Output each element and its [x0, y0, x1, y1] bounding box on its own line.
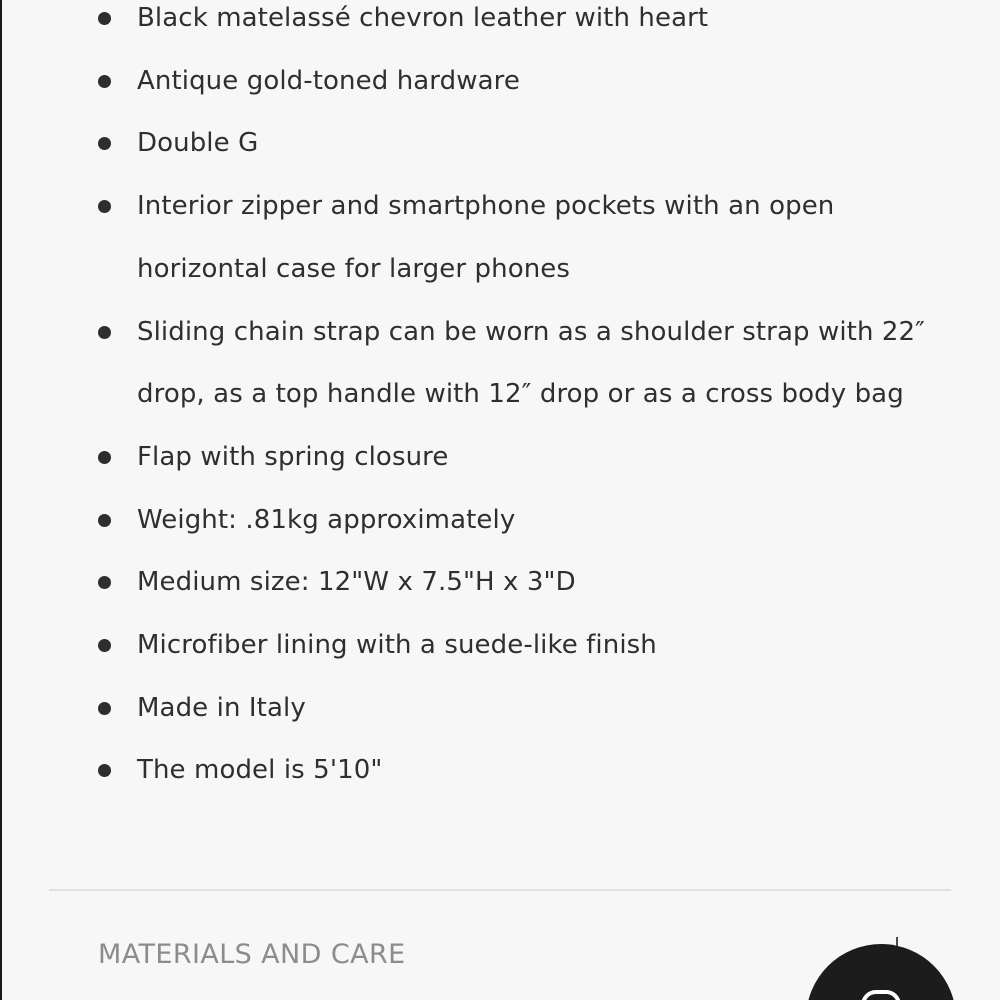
materials-and-care-title: MATERIALS AND CARE — [98, 939, 406, 970]
chat-icon — [861, 990, 901, 1000]
feature-text: Medium size: 12"W x 7.5"H x 3"D — [137, 567, 576, 598]
feature-text: Flap with spring closure — [137, 441, 449, 472]
bullet-icon — [98, 576, 111, 589]
feature-text: Antique gold-toned hardware — [137, 65, 520, 96]
bullet-icon — [98, 326, 111, 339]
materials-and-care-accordion[interactable] — [49, 925, 951, 985]
list-item — [0, 677, 1000, 740]
feature-text: Made in Italy — [137, 692, 306, 723]
bullet-icon — [98, 514, 111, 527]
feature-text: Microfiber lining with a suede-like finish — [137, 630, 657, 661]
bullet-icon — [98, 75, 111, 88]
list-item — [0, 112, 1000, 175]
list-item — [0, 489, 1000, 552]
bullet-icon — [98, 451, 111, 464]
bullet-icon — [98, 137, 111, 150]
bullet-icon — [98, 12, 111, 25]
bullet-icon — [98, 764, 111, 777]
bullet-icon — [98, 702, 111, 715]
list-item — [0, 0, 1000, 50]
list-item — [0, 175, 1000, 300]
list-item — [0, 551, 1000, 614]
list-item — [0, 614, 1000, 677]
feature-text: Sliding chain strap can be worn as a shoulder strap with 22″ drop, as a top handle with 12″ drop or as a cross body bag — [137, 316, 925, 410]
feature-text: Interior zipper and smartphone pockets with an open horizontal case for larger phones — [137, 191, 835, 284]
list-item — [0, 426, 1000, 489]
list-item — [0, 739, 1000, 802]
feature-text: Weight: .81kg approximately — [137, 504, 516, 535]
bullet-icon — [98, 639, 111, 652]
list-item — [0, 301, 1000, 426]
list-item — [0, 50, 1000, 113]
feature-text: The model is 5'10" — [137, 755, 383, 786]
feature-text: Black matelassé chevron leather with heart — [137, 3, 709, 33]
section-divider — [49, 889, 951, 891]
feature-text: Double G — [137, 128, 259, 159]
bullet-icon — [98, 200, 111, 213]
